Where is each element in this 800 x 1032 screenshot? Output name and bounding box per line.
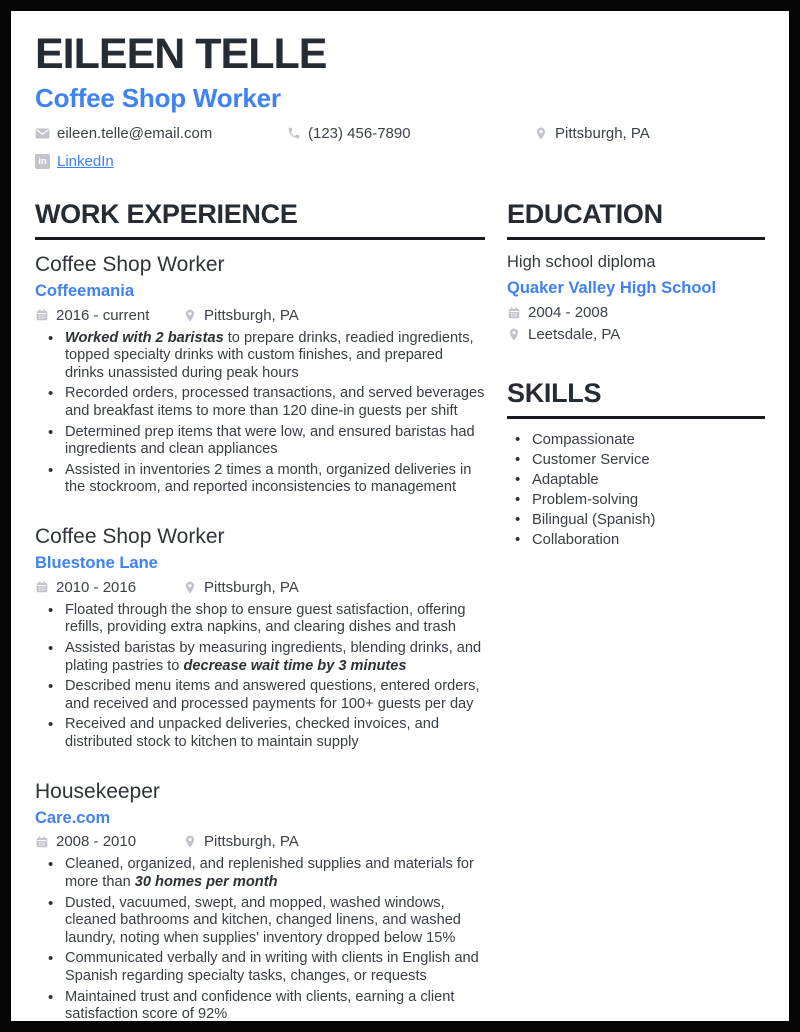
job-location	[183, 579, 299, 596]
education-dates-text: 2004 - 2008	[528, 304, 609, 322]
job-location-text: Pittsburgh, PA	[204, 578, 299, 596]
job-bullet: • Floated through the shop to ensure guest satisfaction, offering refills, providing extra napkins, and clearing dishes and trash	[35, 602, 485, 637]
work-experience-heading: WORK EXPERIENCE	[35, 200, 485, 240]
job-bullet: • Communicated verbally and in writing with clients in English and Spanish regarding specialty tasks, changes, or requests	[35, 950, 485, 985]
linkedin-link[interactable]: LinkedIn	[57, 152, 114, 170]
contact-phone-text: (123) 456-7890	[308, 124, 411, 142]
location-pin-icon	[183, 308, 197, 323]
candidate-job-title: Coffee Shop Worker	[35, 82, 281, 113]
education-degree: High school diploma	[507, 252, 656, 271]
phone-icon	[287, 126, 301, 140]
calendar-icon	[507, 306, 521, 320]
job-company: Coffeemania	[35, 281, 135, 300]
candidate-name: EILEEN TELLE	[35, 30, 327, 78]
skill-item: • Compassionate	[507, 430, 765, 450]
calendar-icon	[35, 835, 49, 849]
job-bullets	[35, 856, 485, 1023]
skill-item: • Bilingual (Spanish)	[507, 510, 765, 530]
contact-row	[35, 125, 765, 142]
job-meta	[35, 307, 485, 324]
job-location	[183, 833, 299, 850]
job-company: Bluestone Lane	[35, 554, 158, 573]
calendar-icon	[35, 308, 49, 322]
job-bullet: • Determined prep items that were low, and ensured baristas had ingredients and clean appliances	[35, 424, 485, 459]
contact-email-text: eileen.telle@email.com	[57, 124, 213, 142]
job-dates	[35, 833, 183, 850]
skill-item: • Adaptable	[507, 470, 765, 490]
education-dates	[507, 304, 765, 321]
job-bullet: • Dusted, vacuumed, swept, and mopped, washed windows, cleaned bathrooms and kitchen, changed linens, and washed laundry, noting when supplies' inventory dropped below 15%	[35, 895, 485, 948]
contact-linkedin	[35, 153, 114, 170]
job-dates	[35, 579, 183, 596]
skill-item: • Collaboration	[507, 530, 765, 550]
job-bullet: • Received and unpacked deliveries, checked invoices, and distributed stock to kitchen to maintain supply	[35, 716, 485, 751]
right-column	[507, 200, 765, 1027]
left-column	[35, 200, 485, 1027]
skill-item: • Customer Service	[507, 450, 765, 470]
location-pin-icon	[183, 580, 197, 595]
job-location-text: Pittsburgh, PA	[204, 833, 299, 851]
job-title: Housekeeper	[35, 779, 160, 803]
education-location	[507, 326, 765, 343]
job-company: Care.com	[35, 808, 111, 827]
job-dates-text: 2008 - 2010	[56, 833, 137, 851]
contact-phone	[287, 125, 534, 142]
job-dates-text: 2010 - 2016	[56, 578, 137, 596]
job-bullet: • Described menu items and answered questions, entered orders, and received and processed payments for 100+ guests per day	[35, 678, 485, 713]
skill-item: • Problem-solving	[507, 490, 765, 510]
job-bullet: • Recorded orders, processed transactions, and served beverages and breakfast items to more than 120 dine-in guests per shift	[35, 385, 485, 420]
resume-header	[35, 29, 765, 170]
resume-body	[35, 200, 765, 1027]
contact-location-text: Pittsburgh, PA	[555, 124, 650, 142]
contact-row-linkedin	[35, 153, 765, 170]
skills-heading: SKILLS	[507, 379, 765, 419]
skills-section	[507, 379, 765, 550]
email-icon	[35, 126, 50, 141]
contact-email	[35, 125, 287, 142]
job-bullets	[35, 330, 485, 497]
job-meta	[35, 833, 485, 850]
contact-location	[534, 125, 650, 142]
skills-list	[507, 430, 765, 550]
job-title: Coffee Shop Worker	[35, 252, 225, 276]
location-pin-icon	[507, 327, 521, 342]
education-section	[507, 200, 765, 343]
job-entry	[35, 778, 485, 1024]
education-school: Quaker Valley High School	[507, 278, 717, 297]
job-dates-text: 2016 - current	[56, 306, 150, 324]
job-entry	[35, 523, 485, 752]
education-location-text: Leetsdale, PA	[528, 326, 621, 344]
work-experience-section	[35, 200, 485, 1024]
job-title: Coffee Shop Worker	[35, 524, 225, 548]
education-heading: EDUCATION	[507, 200, 765, 240]
linkedin-icon: in	[35, 154, 50, 169]
job-location	[183, 307, 299, 324]
job-dates	[35, 307, 183, 324]
calendar-icon	[35, 580, 49, 594]
job-bullet: • Assisted baristas by measuring ingredients, blending drinks, and plating pastries to decrease wait time by 3 minutes	[35, 640, 485, 675]
location-pin-icon	[534, 126, 548, 141]
job-bullet: • Assisted in inventories 2 times a month, organized deliveries in the stockroom, and reported inconsistencies to management	[35, 462, 485, 497]
job-entry	[35, 251, 485, 497]
job-bullets	[35, 602, 485, 752]
job-meta	[35, 579, 485, 596]
jobs-list	[35, 251, 485, 1024]
location-pin-icon	[183, 834, 197, 849]
job-bullet: • Cleaned, organized, and replenished supplies and materials for more than 30 homes per month	[35, 856, 485, 891]
job-bullet: • Worked with 2 baristas to prepare drinks, readied ingredients, topped specialty drinks with custom finishes, and prepared drinks unassisted during peak hours	[35, 330, 485, 383]
job-bullet: • Maintained trust and confidence with clients, earning a client satisfaction score of 92%	[35, 989, 485, 1024]
job-location-text: Pittsburgh, PA	[204, 306, 299, 324]
